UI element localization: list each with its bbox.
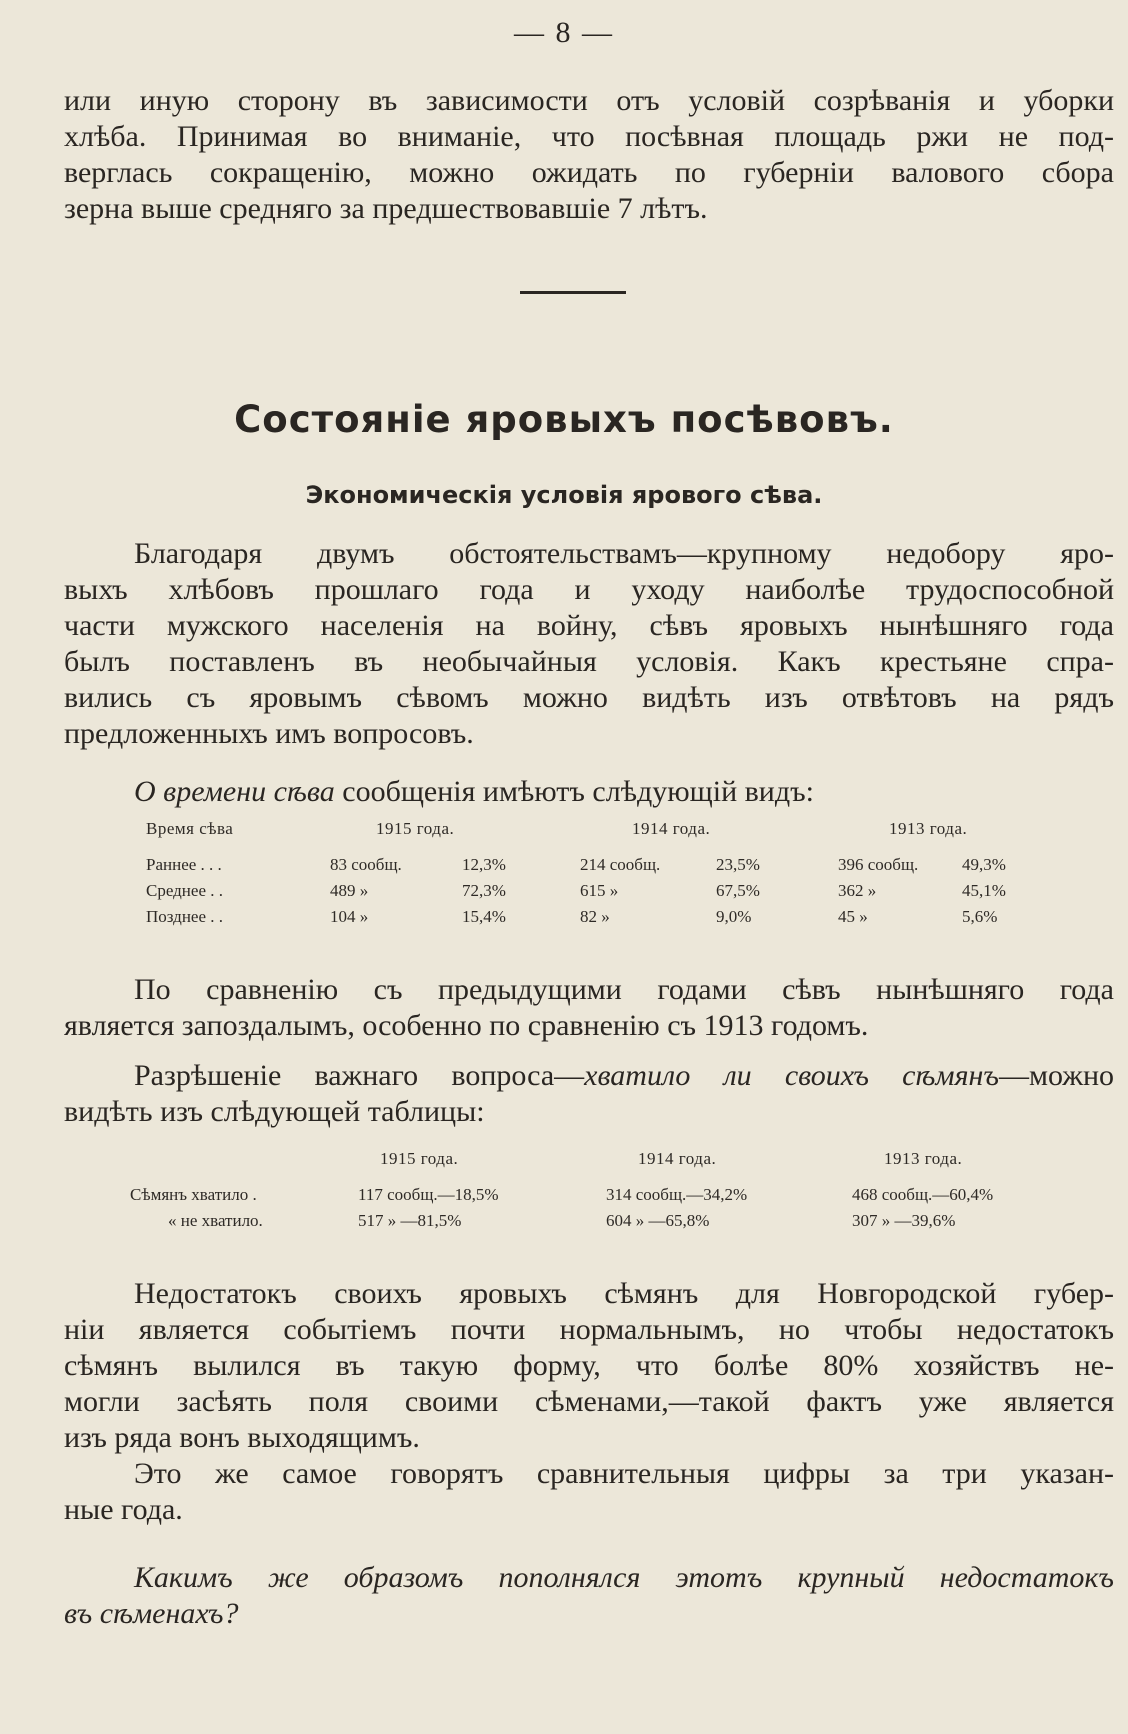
text-line: видѣть изъ слѣдующей таблицы: [64, 1095, 485, 1128]
text-line: части мужского населенія на войну, сѣвъ яровыхъ нынѣшняго года [64, 609, 1114, 642]
table-header: 1915 года. [376, 819, 455, 838]
text-line: сообщенія имѣютъ слѣдующій видъ: [334, 775, 814, 808]
italic-phrase: хватило ли своихъ сѣмянъ [584, 1059, 999, 1092]
sowing-time-table [0, 816, 1128, 926]
text-line: Это же самое говорятъ сравнительныя цифры за три указан- [134, 1457, 1114, 1490]
table-cell: 314 сообщ.—34,2% [606, 1185, 748, 1204]
text-line: въ сѣменахъ? [64, 1597, 239, 1630]
table-cell: 45,1% [962, 881, 1006, 900]
italic-phrase: О времени сѣва [134, 775, 335, 808]
table-cell: 307 » —39,6% [852, 1211, 956, 1230]
table-header: Время сѣва [146, 819, 234, 838]
text-line: ніи является событіемъ почти нормальнымъ, но чтобы недостатокъ [64, 1313, 1114, 1346]
page-number: — 8 — [514, 16, 614, 49]
text-line: хлѣба. Принимая во вниманіе, что посѣвная площадь ржи не под- [64, 120, 1114, 153]
intro-paragraph [64, 83, 1114, 227]
text-line: зерна выше средняго за предшествовавшіе 7 лѣтъ. [64, 192, 708, 225]
section-title: Состояніе яровыхъ посѣвовъ. [234, 398, 894, 441]
table-header: 1914 года. [638, 1149, 717, 1168]
table-cell: 49,3% [962, 855, 1006, 874]
text-fragment: —можно [998, 1059, 1115, 1092]
text-line: вились съ яровымъ сѣвомъ можно видѣть изъ отвѣтовъ на рядъ [64, 681, 1114, 714]
table-cell: 362 » [838, 881, 877, 900]
table-cell: 72,3% [462, 881, 506, 900]
paragraph-sowing-time [134, 774, 1034, 810]
paragraph-economic-conditions [64, 536, 1114, 752]
subsection-title: Экономическія условія ярового сѣва. [305, 481, 823, 509]
table-row-label: Раннее . . . [146, 855, 222, 874]
table-cell: 67,5% [716, 881, 760, 900]
table-cell: 468 сообщ.—60,4% [852, 1185, 994, 1204]
text-line: Какимъ же образомъ пополнялся этотъ крупный недостатокъ [134, 1561, 1114, 1594]
table-cell: 396 сообщ. [838, 855, 919, 874]
table-row-label: « не хватило. [168, 1211, 263, 1230]
section-divider [520, 291, 626, 294]
text-line: или иную сторону въ зависимости отъ условій созрѣванія и уборки [64, 84, 1114, 117]
table-cell: 5,6% [962, 907, 998, 926]
text-line: верглась сокращенію, можно ожидать по губерніи валового сбора [64, 156, 1114, 189]
table-cell: 214 сообщ. [580, 855, 661, 874]
text-line: сѣмянъ вылился въ такую форму, что болѣе 80% хозяйствъ не- [64, 1349, 1114, 1382]
table-header: 1914 года. [632, 819, 711, 838]
text-line: Недостатокъ своихъ яровыхъ сѣмянъ для Новгородской губер- [134, 1277, 1114, 1310]
table-row-label: Позднее . . [146, 907, 224, 926]
text-line [64, 1058, 1114, 1094]
text-line: выхъ хлѣбовъ прошлаго года и уходу наиболѣе трудоспособной [64, 573, 1114, 606]
table-cell: 615 » [580, 881, 619, 900]
table-cell: 489 » [330, 881, 369, 900]
table-header: 1913 года. [884, 1149, 963, 1168]
table-header: 1915 года. [380, 1149, 459, 1168]
table-cell: 12,3% [462, 855, 506, 874]
text-line: ные года. [64, 1493, 183, 1526]
paragraph-comparison [64, 972, 1114, 1044]
table-cell: 23,5% [716, 855, 760, 874]
table-cell: 104 » [330, 907, 369, 926]
table-cell: 117 сообщ.—18,5% [358, 1185, 499, 1204]
table-header: 1913 года. [889, 819, 968, 838]
table-cell: 82 » [580, 907, 610, 926]
paragraph-seed-shortage [64, 1276, 1114, 1456]
text-line: предложенныхъ имъ вопросовъ. [64, 717, 474, 750]
paragraph-question [64, 1560, 1114, 1632]
text-line: является запоздалымъ, особенно по сравненію съ 1913 годомъ. [64, 1009, 869, 1042]
table-cell: 45 » [838, 907, 868, 926]
table-row-label: Сѣмянъ хватило . [130, 1185, 257, 1204]
table-row-label: Среднее . . [146, 881, 223, 900]
table-cell: 9,0% [716, 907, 752, 926]
table-cell: 15,4% [462, 907, 506, 926]
table-cell: 604 » —65,8% [606, 1211, 710, 1230]
table-cell: 517 » —81,5% [358, 1211, 462, 1230]
text-line: По сравненію съ предыдущими годами сѣвъ нынѣшняго года [134, 973, 1114, 1006]
text-fragment: Разрѣшеніе важнаго вопроса— [134, 1059, 585, 1092]
paragraph-seed-question [64, 1058, 1114, 1130]
seed-sufficiency-table [0, 1146, 1128, 1236]
text-line: могли засѣять поля своими сѣменами,—такой фактъ уже является [64, 1385, 1114, 1418]
text-line: былъ поставленъ въ необычайныя условія. Какъ крестьяне спра- [64, 645, 1114, 678]
text-line: Благодаря двумъ обстоятельствамъ—крупному недобору яро- [134, 537, 1114, 570]
paragraph-figures [64, 1456, 1114, 1528]
table-cell: 83 сообщ. [330, 855, 402, 874]
text-line: изъ ряда вонъ выходящимъ. [64, 1421, 420, 1454]
